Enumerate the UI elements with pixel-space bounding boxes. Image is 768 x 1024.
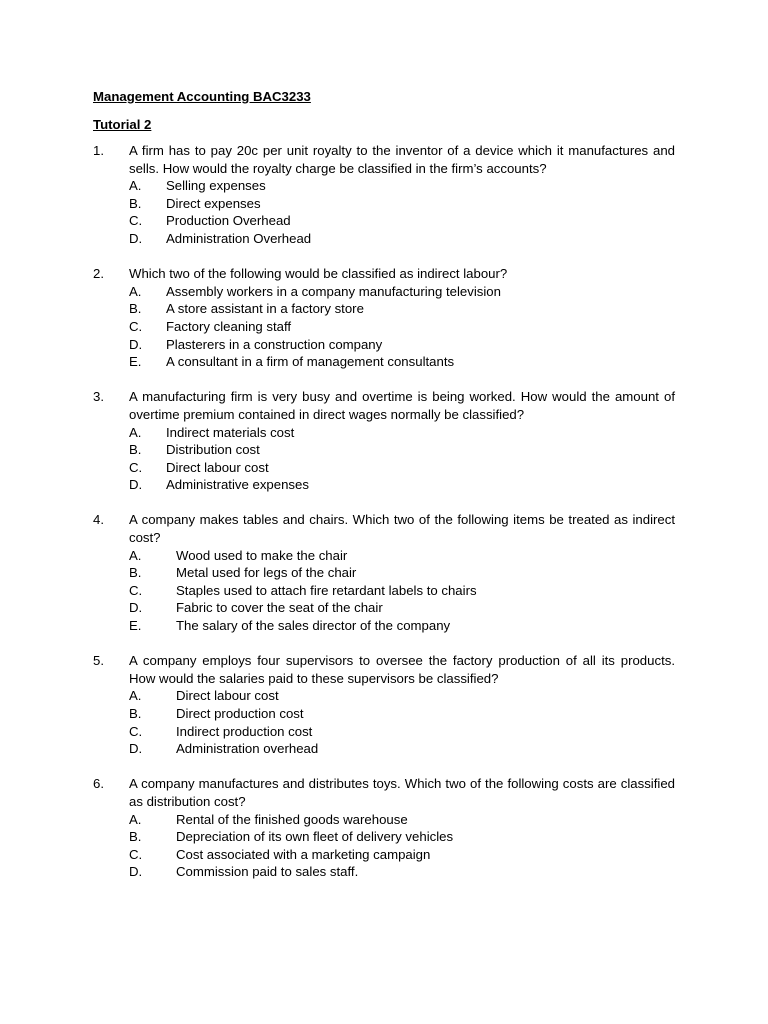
- option-item: [129, 283, 675, 301]
- option-item: [129, 336, 675, 354]
- option-item: [129, 846, 675, 864]
- option-text: Distribution cost: [166, 442, 260, 458]
- question-block: [93, 652, 675, 758]
- question-block: [93, 511, 675, 634]
- option-text: Wood used to make the chair: [176, 547, 348, 563]
- question-text: A company manufactures and distributes toys. Which two of the following costs are classified as distribution cost?: [129, 776, 675, 809]
- option-item: [129, 811, 675, 829]
- option-item: [129, 599, 675, 617]
- option-text: Staples used to attach fire retardant labels to chairs: [176, 582, 477, 598]
- option-text: A consultant in a firm of management consultants: [166, 354, 455, 370]
- option-letter: D.: [129, 600, 143, 616]
- option-item: [129, 564, 675, 582]
- question-number: 2.: [93, 266, 104, 282]
- question-text: A company makes tables and chairs. Which two of the following items be treated as indirect cost?: [129, 512, 675, 546]
- option-item: [129, 547, 675, 565]
- question-list: [93, 142, 675, 899]
- option-text: Direct labour cost: [166, 459, 269, 475]
- option-item: [129, 863, 675, 881]
- option-item: [129, 441, 675, 459]
- tutorial-title: Tutorial 2: [93, 117, 152, 132]
- option-text: Factory cleaning staff: [166, 318, 292, 334]
- option-text: The salary of the sales director of the company: [176, 618, 451, 634]
- option-text: Rental of the finished goods warehouse: [176, 811, 408, 827]
- option-item: [129, 582, 675, 600]
- option-item: [129, 424, 675, 442]
- option-letter: B.: [129, 195, 142, 211]
- option-text: Fabric to cover the seat of the chair: [176, 600, 383, 616]
- option-list: [129, 811, 675, 881]
- option-letter: C.: [129, 213, 143, 229]
- question-block: [93, 388, 675, 494]
- option-letter: E.: [129, 354, 142, 370]
- option-text: Depreciation of its own fleet of delivery vehicles: [176, 829, 454, 845]
- option-list: [129, 687, 675, 757]
- option-letter: A.: [129, 688, 142, 704]
- option-item: [129, 230, 675, 248]
- option-text: Administration Overhead: [166, 230, 312, 246]
- option-letter: B.: [129, 442, 142, 458]
- option-letter: D.: [129, 477, 143, 493]
- option-item: [129, 459, 675, 477]
- option-text: Selling expenses: [166, 178, 266, 194]
- option-letter: C.: [129, 582, 143, 598]
- option-item: [129, 177, 675, 195]
- option-list: [129, 547, 675, 635]
- option-item: [129, 705, 675, 723]
- option-list: [129, 177, 675, 247]
- option-item: [129, 212, 675, 230]
- option-list: [129, 424, 675, 494]
- option-text: Commission paid to sales staff.: [176, 864, 359, 880]
- option-text: Direct production cost: [176, 706, 304, 721]
- option-item: [129, 476, 675, 494]
- option-text: Direct expenses: [166, 195, 261, 211]
- question-text: A firm has to pay 20c per unit royalty to the inventor of a device which it manufactures and sells. How would the royalty charge be classified in the firm’s accounts?: [129, 143, 675, 176]
- option-text: Direct labour cost: [176, 688, 279, 704]
- option-letter: C.: [129, 846, 143, 862]
- question-number: 3.: [93, 389, 104, 405]
- option-text: Indirect materials cost: [166, 424, 295, 440]
- question-number: 1.: [93, 143, 104, 158]
- option-letter: B.: [129, 829, 142, 845]
- option-letter: A.: [129, 178, 142, 194]
- option-item: [129, 740, 675, 758]
- question-block: [93, 775, 675, 881]
- option-letter: B.: [129, 301, 142, 317]
- option-letter: C.: [129, 723, 143, 739]
- option-text: Plasterers in a construction company: [166, 336, 383, 352]
- option-letter: D.: [129, 864, 143, 880]
- option-item: [129, 828, 675, 846]
- option-text: Assembly workers in a company manufacturing television: [166, 283, 501, 299]
- question-block: [93, 265, 675, 371]
- option-item: [129, 723, 675, 741]
- question-number: 5.: [93, 653, 104, 669]
- option-item: [129, 195, 675, 213]
- question-text: A manufacturing firm is very busy and overtime is being worked. How would the amount of overtime premium contained in direct wages normally be classified?: [129, 389, 675, 422]
- option-list: [129, 283, 675, 371]
- option-text: Indirect production cost: [176, 723, 313, 739]
- option-text: Metal used for legs of the chair: [176, 565, 357, 581]
- question-number: 4.: [93, 512, 104, 528]
- option-letter: B.: [129, 565, 142, 581]
- option-letter: D.: [129, 336, 143, 352]
- option-item: [129, 617, 675, 635]
- question-number: 6.: [93, 776, 104, 792]
- option-letter: B.: [129, 706, 142, 721]
- option-text: Cost associated with a marketing campaign: [176, 846, 431, 862]
- option-text: A store assistant in a factory store: [166, 301, 364, 317]
- option-letter: D.: [129, 230, 143, 246]
- option-letter: A.: [129, 424, 142, 440]
- option-item: [129, 318, 675, 336]
- question-block: [93, 142, 675, 248]
- option-letter: E.: [129, 618, 142, 634]
- option-letter: A.: [129, 547, 142, 563]
- option-text: Administration overhead: [176, 741, 319, 757]
- option-letter: A.: [129, 283, 142, 299]
- question-text: A company employs four supervisors to oversee the factory production of all its products. How would the salaries paid to these supervisors be classified?: [129, 653, 675, 686]
- option-letter: C.: [129, 318, 143, 334]
- option-item: [129, 300, 675, 318]
- option-letter: C.: [129, 459, 143, 475]
- question-text: Which two of the following would be classified as indirect labour?: [129, 266, 508, 282]
- option-text: Production Overhead: [166, 213, 291, 229]
- option-letter: D.: [129, 741, 143, 757]
- document-title: Management Accounting BAC3233: [93, 89, 311, 104]
- option-item: [129, 687, 675, 705]
- option-letter: A.: [129, 811, 142, 827]
- option-text: Administrative expenses: [166, 477, 309, 493]
- option-item: [129, 353, 675, 371]
